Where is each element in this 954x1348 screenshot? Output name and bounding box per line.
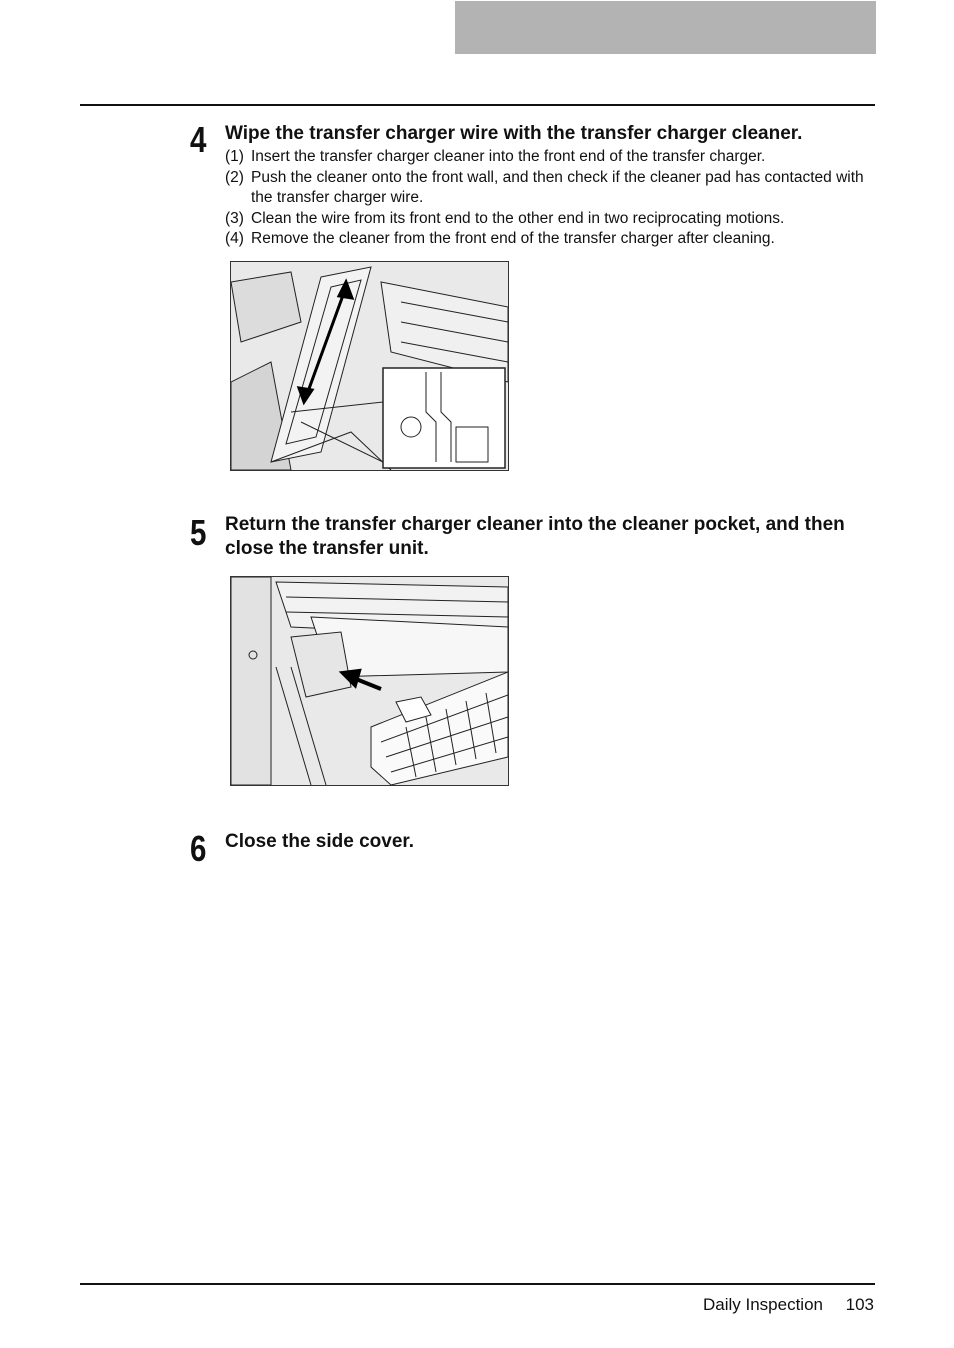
header-bar [455,1,876,54]
step-number-4: 4 [190,119,207,160]
cleaning-wire-illustration [230,261,509,471]
substep-1: (1) Insert the transfer charger cleaner into the front end of the transfer charger. [225,148,766,165]
substep-4: (4) Remove the cleaner from the front end of the transfer charger after cleaning. [225,230,775,247]
bottom-rule [80,1283,875,1285]
top-rule [80,104,875,106]
step-number-6: 6 [190,828,207,869]
page-number: 103 [845,1295,874,1314]
footer-section-label: Daily Inspection [702,1295,823,1314]
step-number-5: 5 [190,512,207,553]
substep-3: (3) Clean the wire from its front end to the other end in two reciprocating motions. [225,209,785,227]
step-6-title: Close the side cover. [225,831,415,852]
return-cleaner-illustration [230,576,509,786]
step-4-substeps [225,147,885,250]
substep-2: (2) Push the cleaner onto the front wall, and then check if the cleaner pad has contacted with the transfer charger wire. [225,168,864,206]
step-5-title: Return the transfer charger cleaner into the cleaner pocket, and then close the transfer unit. [225,514,845,559]
step-4-title: Wipe the transfer charger wire with the transfer charger cleaner. [225,123,803,144]
